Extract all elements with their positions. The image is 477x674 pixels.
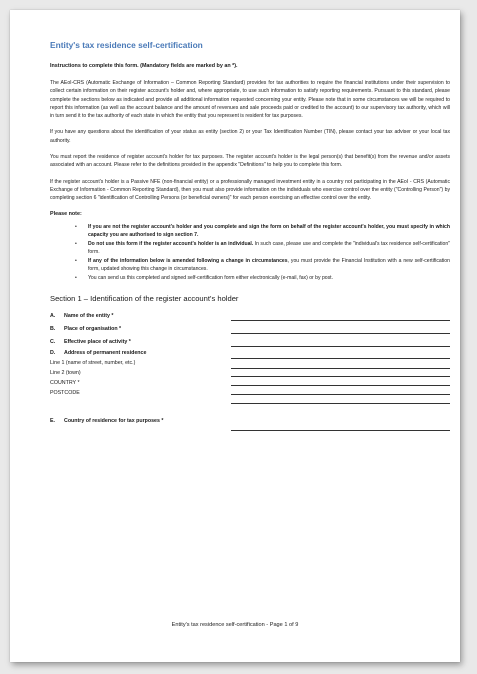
bullet-bold: If any of the information below is amended following a change in circumstances [88, 257, 288, 264]
postcode-extra-line[interactable] [231, 403, 450, 404]
bullet-icon: • [75, 257, 77, 264]
instructions: Instructions to complete this form. (Mandatory fields are marked by an *). [50, 63, 238, 69]
field-letter: D. [50, 350, 56, 357]
page-content [50, 40, 450, 432]
field-label: Country of residence for tax purposes * [64, 418, 164, 425]
address-line1-input-line[interactable] [231, 368, 450, 369]
country-of-residence-input-line[interactable] [231, 430, 450, 431]
bullet-text: You can send us this completed and signed self-certification form either electronically (e-mail, fax) or by post. [88, 275, 333, 282]
field-letter: E. [50, 418, 56, 425]
note-bullets [50, 223, 450, 283]
bullet-item [75, 274, 450, 282]
bullet-item [75, 223, 450, 239]
bullet-bold: Do not use this form if the register account's holder is an individual. [88, 240, 254, 247]
bullet-text: , you must provide the Financial Institution with a new self-certification form, updated showing this change in circumstances. [88, 257, 450, 273]
field-letter: B. [50, 326, 56, 333]
bullet-item [75, 240, 450, 256]
address-line2-input-line[interactable] [231, 376, 450, 377]
field-label: Address of permanent residence [64, 350, 147, 357]
entity-name-input-line[interactable] [231, 320, 450, 321]
country-input-line[interactable] [231, 385, 450, 386]
note-heading: Please note: [50, 210, 82, 217]
bullet-text: In such case, please use and complete the "individual's tax residence self-certification" form. [88, 240, 450, 255]
field-letter: C. [50, 339, 56, 346]
bullet-icon: • [75, 240, 77, 247]
field-effective-place [50, 339, 450, 350]
field-postcode [50, 390, 450, 404]
section1-heading: Section 1 – Identification of the register account's holder [50, 294, 239, 304]
paragraph-passive-nfe: If the register account's holder is a Passive NFE (non-financial entity) or a professionally managed investment entity in a country not participating in the AEoI - CRS (Automatic Exchange of Information - Common Reporting Standard), then you must also provide information on the individuals who exercise control over the entity ("Controlling Person") by completing section 6 "identification of Controlling Persons (or beneficial owners)" for each person exercising an effective control over the entity. [50, 178, 450, 202]
paragraph-questions: If you have any questions about the identification of your status as entity (section 2) or your Tax Identification Number (TIN), please contact your tax adviser or your local tax authority. [50, 129, 450, 144]
page-footer: Entity's tax residence self-certification - Page 1 of 9 [171, 622, 299, 628]
place-of-organisation-input-line[interactable] [231, 333, 450, 334]
bullet-item [75, 257, 450, 273]
field-country-of-residence [50, 418, 450, 432]
field-entity-name [50, 313, 450, 326]
paragraph-residence: You must report the residence of register account's holder for tax purposes. The register account's holder is the legal person(s) that benefit(s) from the revenue and/or assets associated with an account. Please refer to the definitions provided in the appendix "Definitions" to help you to complete this form. [50, 154, 450, 169]
field-label: Place of organisation * [64, 326, 122, 333]
field-letter: A. [50, 313, 56, 320]
field-label: Effective place of activity * [64, 339, 131, 346]
address-input-line[interactable] [231, 358, 450, 359]
field-place-of-organisation [50, 326, 450, 339]
bullet-bold: If you are not the register account's holder and you complete and sign the form on behalf of the register account's holder, you must specify in which capacity you are authorised to sign section 7. [88, 223, 450, 238]
bullet-icon: • [75, 275, 77, 282]
field-country [50, 380, 450, 390]
bullet-icon: • [75, 223, 77, 230]
form-title: Entity's tax residence self-certification [50, 40, 203, 50]
field-address-line1 [50, 360, 450, 370]
postcode-input-line[interactable] [231, 394, 450, 395]
field-label: COUNTRY * [50, 380, 80, 387]
field-label: POSTCODE [50, 390, 80, 397]
field-label: Name of the entity * [64, 313, 114, 320]
document-page [10, 10, 460, 662]
field-label: Line 1 (name of street, number, etc.) [50, 360, 136, 367]
field-address-line2 [50, 370, 450, 380]
effective-place-input-line[interactable] [231, 346, 450, 347]
paragraph-aeoi-crs: The AEoI-CRS (Automatic Exchange of Information – Common Reporting Standard) provides for tax authorities to require the financial institutions under their supervision to collect certain information on their register account's holder and, where appropriate, to use such information to satisfy reporting requirements. Pursuant to this standard, please complete the sections below as indicated and provide all additional information requested concerning your entity. Please note that in some circumstances we will be required to report this information (as well as the account balance and the amount of revenues and sale proceeds paid or credited to the account) to our supervisory tax authority, which will in turn send it to the tax authority of each state in which the entity that you represent is resident for tax purposes. [50, 80, 450, 120]
field-label: Line 2 (town) [50, 370, 81, 377]
field-address [50, 350, 450, 360]
